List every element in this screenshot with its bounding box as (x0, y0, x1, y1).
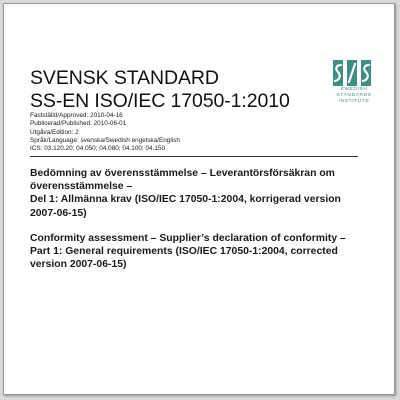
english-title-line: Part 1: General requirements (ISO/IEC 17050-1:2004, corrected (30, 246, 338, 258)
divider (30, 156, 358, 157)
swedish-title-line: överensstämmelse – (30, 181, 133, 193)
sis-logo (322, 60, 386, 120)
swedish-title-line: Bedömning av överensstämmelse – Leverantörsförsäkran om (30, 168, 335, 179)
english-title-line: version 2007-06-15) (30, 259, 127, 271)
page-title (30, 67, 290, 113)
document-page (3, 3, 395, 395)
edition: Utgåva/Edition: 2 (30, 128, 79, 136)
standard-number: SS-EN ISO/IEC 17050-1:2010 (30, 90, 290, 112)
logo-text-line: INSTITUTE (338, 99, 370, 104)
sis-logo-text (322, 87, 386, 105)
english-title (30, 232, 365, 272)
published-date: Publicerad/Published: 2010-06-01 (30, 120, 127, 128)
swedish-title (30, 167, 365, 220)
language: Språk/Language: svenska/Swedish engelska/English (30, 136, 180, 144)
english-title-line: Conformity assessment – Supplier’s declaration of conformity – (30, 233, 346, 244)
swedish-title-line: Del 1: Allmänna krav (ISO/IEC 17050-1:2004, korrigerad version (30, 194, 341, 206)
logo-text-line: STANDARDS (336, 93, 372, 98)
swedish-title-line: 2007-06-15) (30, 207, 87, 219)
sis-logo-icon (333, 60, 375, 86)
ics-codes: ICS: 03.120.20; 04.050; 04.080; 04.100; 04.150 (30, 145, 166, 153)
approved-date: Fastställd/Approved: 2010-04-16 (30, 112, 123, 119)
logo-text-line: SWEDISH (340, 87, 368, 92)
document-metadata (30, 112, 180, 153)
standard-label: SVENSK STANDARD (30, 67, 219, 89)
